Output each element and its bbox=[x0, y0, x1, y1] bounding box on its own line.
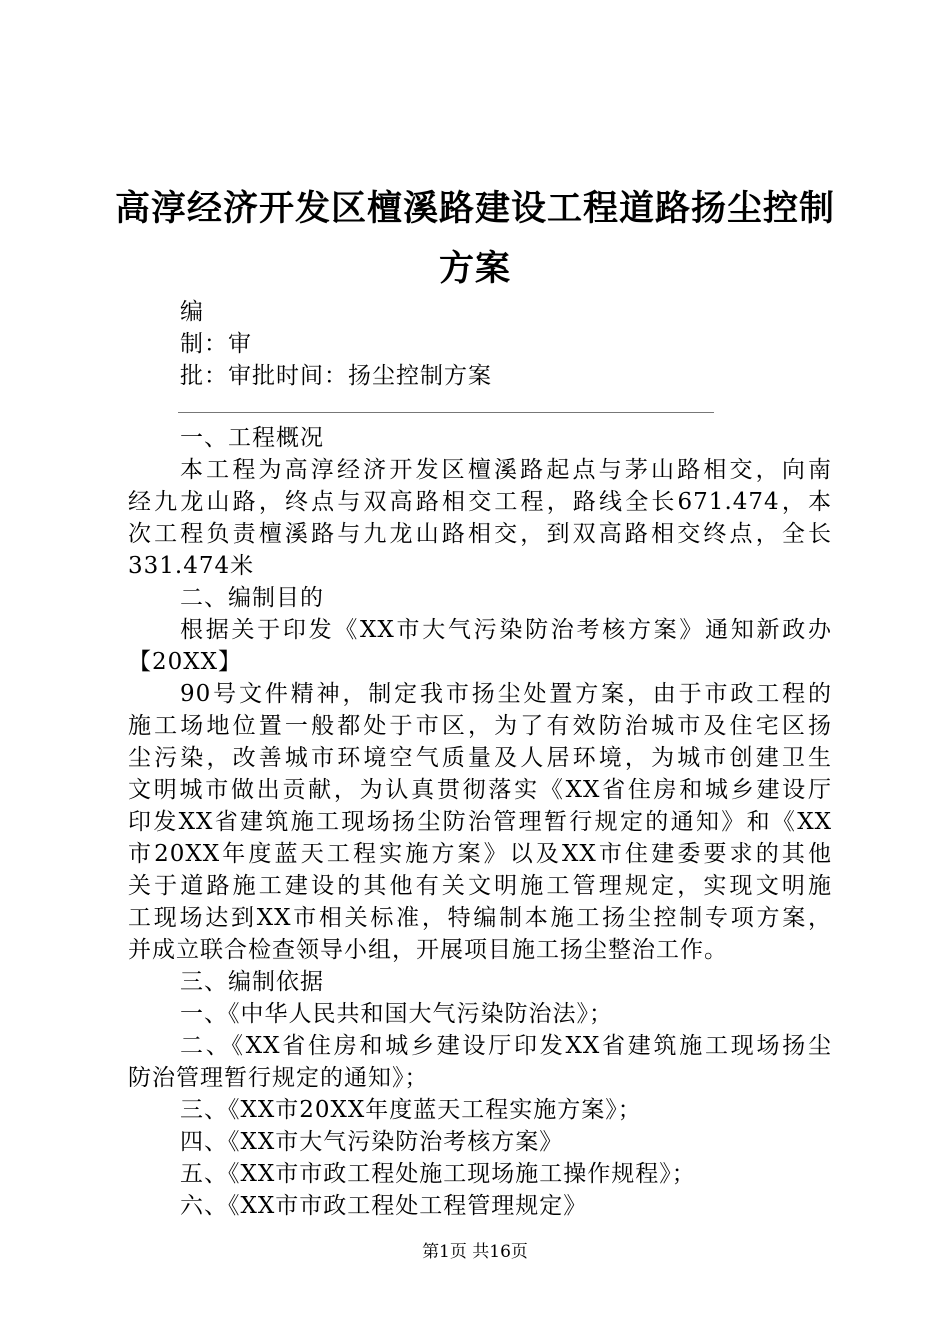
section-heading-basis: 三、编制依据 bbox=[180, 969, 324, 995]
paragraph-line: 经九龙山路，终点与双高路相交工程，路线全长671.474，本 bbox=[128, 489, 832, 515]
list-item-continued: 防治管理暂行规定的通知》； bbox=[128, 1065, 429, 1091]
meta-line-1: 编 bbox=[180, 299, 204, 325]
paragraph-line: 市20XX年度蓝天工程实施方案》以及XX市住建委要求的其他 bbox=[128, 841, 832, 867]
paragraph-line: 并成立联合检查领导小组，开展项目施工扬尘整治工作。 bbox=[128, 937, 728, 963]
paragraph-line: 【20XX】 bbox=[128, 649, 243, 675]
page-number-footer: 第1页 共16页 bbox=[422, 1242, 528, 1262]
paragraph-line: 根据关于印发《XX市大气污染防治考核方案》通知新政办 bbox=[180, 617, 832, 643]
paragraph-line: 90号文件精神，制定我市扬尘处置方案，由于市政工程的 bbox=[180, 681, 832, 707]
paragraph-line: 文明城市做出贡献，为认真贯彻落实《XX省住房和城乡建设厅 bbox=[128, 777, 832, 803]
meta-line-3: 批：审批时间：扬尘控制方案 bbox=[180, 363, 492, 389]
list-item: 五、《XX市市政工程处施工现场施工操作规程》； bbox=[180, 1161, 696, 1187]
list-item: 一、《中华人民共和国大气污染防治法》； bbox=[180, 1001, 613, 1027]
list-item: 四、《XX市大气污染防治考核方案》 bbox=[180, 1129, 564, 1155]
list-item: 二、《XX省住房和城乡建设厅印发XX省建筑施工现场扬尘 bbox=[180, 1033, 832, 1059]
paragraph-line: 印发XX省建筑施工现场扬尘防治管理暂行规定的通知》和《XX bbox=[128, 809, 832, 835]
document-title-line-1: 高淳经济开发区檀溪路建设工程道路扬尘控制 bbox=[114, 189, 835, 229]
paragraph-line: 关于道路施工建设的其他有关文明施工管理规定，实现文明施 bbox=[128, 873, 832, 899]
paragraph-line: 尘污染，改善城市环境空气质量及人居环境，为城市创建卫生 bbox=[128, 745, 832, 771]
list-item: 六、《XX市市政工程处工程管理规定》 bbox=[180, 1193, 588, 1219]
section-heading-overview: 一、工程概况 bbox=[180, 425, 324, 451]
section-heading-purpose: 二、编制目的 bbox=[180, 585, 324, 611]
meta-line-2: 制：审 bbox=[180, 331, 252, 357]
paragraph-line: 施工场地位置一般都处于市区，为了有效防治城市及住宅区扬 bbox=[128, 713, 832, 739]
paragraph-line: 次工程负责檀溪路与九龙山路相交，到双高路相交终点，全长 bbox=[128, 521, 832, 547]
paragraph-line: 331.474米 bbox=[128, 553, 255, 579]
list-item: 三、《XX市20XX年度蓝天工程实施方案》； bbox=[180, 1097, 642, 1123]
paragraph-line: 工现场达到XX市相关标准，特编制本施工扬尘控制专项方案， bbox=[128, 905, 832, 931]
document-title-line-2: 方案 bbox=[438, 249, 511, 289]
separator-rule bbox=[178, 412, 714, 413]
paragraph-line: 本工程为高淳经济开发区檀溪路起点与茅山路相交，向南 bbox=[180, 457, 832, 483]
